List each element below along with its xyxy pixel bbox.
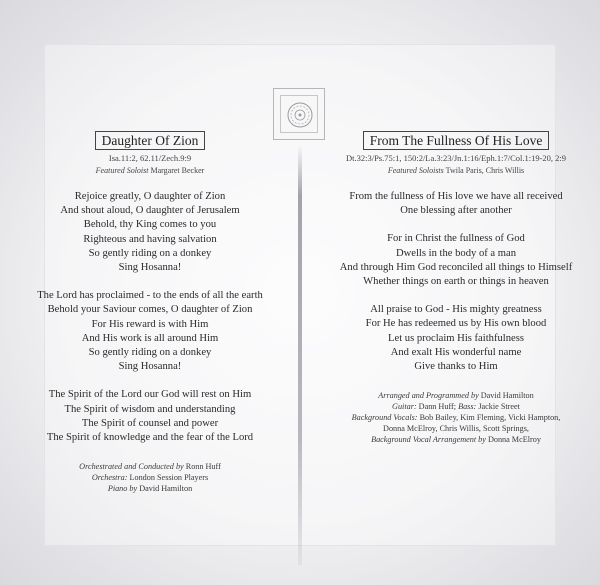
left-credits: [14, 461, 286, 494]
right-featured-name: Twila Paris, Chris Willis: [445, 166, 525, 175]
lyric-stanza: [14, 388, 286, 445]
lyric-line: From the fullness of His love we have all received: [349, 191, 563, 202]
credit-label: Bass:: [458, 402, 477, 412]
credit-line: [318, 423, 594, 434]
lyric-stanza: [318, 303, 594, 374]
rosette-icon: [286, 101, 314, 129]
credit-label: Background Vocals:: [351, 413, 418, 423]
lyric-line: Dwells in the body of a man: [395, 247, 517, 259]
credit-label: Piano by: [107, 484, 138, 494]
credit-value: Ronn Huff: [185, 462, 221, 472]
lyric-line: Rejoice greatly, O daughter of Zion: [74, 191, 226, 202]
credit-label: Guitar:: [392, 402, 417, 412]
lyric-stanza: [318, 232, 594, 289]
left-featured-name: Margaret Becker: [150, 166, 205, 175]
credit-label: Background Vocal Arrangement by: [371, 435, 486, 445]
credit-line: [318, 390, 594, 401]
credit-line: [14, 483, 286, 494]
lyric-stanza: [14, 289, 286, 374]
lyric-line: And shout aloud, O daughter of Jerusalem: [60, 205, 240, 217]
left-lyrics: [14, 190, 286, 445]
lyric-line: For in Christ the fullness of God: [387, 233, 525, 245]
lyric-line: So gently riding on a donkey: [88, 347, 212, 359]
credit-value: Donna McElroy, Chris Willis, Scott Springs,: [383, 424, 529, 434]
lyric-line: Behold your Saviour comes, O daughter of Zion: [47, 304, 253, 316]
left-song-title: Daughter Of Zion: [95, 131, 206, 150]
credit-line: [14, 461, 286, 472]
left-song-column: [14, 131, 286, 494]
credit-line: [14, 472, 286, 483]
lyric-line: The Lord has proclaimed - to the ends of all the earth: [37, 290, 263, 302]
left-featured-line: [14, 165, 286, 176]
credit-value: London Session Players: [129, 473, 209, 483]
left-song-reference: Isa.11:2, 62.11/Zech.9:9: [108, 153, 192, 163]
lyric-line: One blessing after another: [400, 205, 512, 217]
credit-value: David Hamilton: [480, 391, 534, 401]
credit-value: Dann Huff;: [418, 402, 457, 412]
lyric-line: And His work is all around Him: [81, 332, 219, 344]
lyric-line: Sing Hosanna!: [118, 361, 182, 373]
lyric-line: All praise to God - His mighty greatness: [370, 304, 542, 316]
lyric-line: The Spirit of the Lord our God will rest on Him: [48, 389, 252, 401]
lyric-line: And exalt His wonderful name: [390, 346, 522, 358]
lyric-line: The Spirit of counsel and power: [81, 417, 219, 429]
credit-label: Arranged and Programmed by: [378, 391, 479, 401]
credit-label: Orchestra:: [91, 473, 128, 483]
lyric-stanza: [318, 190, 594, 218]
lyric-line: Sing Hosanna!: [118, 262, 182, 274]
right-song-title: From The Fullness Of His Love: [363, 131, 550, 150]
lyric-line: The Spirit of knowledge and the fear of the Lord: [46, 432, 254, 444]
lyric-line: Righteous and having salvation: [83, 233, 217, 245]
credit-line: [318, 401, 594, 412]
right-featured-line: [318, 165, 594, 176]
credit-label: Orchestrated and Conducted by: [79, 462, 184, 472]
lyric-line: And through Him God reconciled all things to Himself: [339, 261, 573, 273]
lyric-line: Whether things on earth or things in heaven: [363, 276, 549, 288]
lyric-stanza: [14, 190, 286, 275]
right-song-column: [318, 131, 594, 445]
lyric-line: The Spirit of wisdom and understanding: [64, 403, 236, 415]
credit-line: [318, 434, 594, 445]
credit-value: Donna McElroy: [487, 435, 541, 445]
right-credits: [318, 390, 594, 445]
lyric-line: Behold, thy King comes to you: [83, 219, 217, 231]
credit-value: Bob Bailey, Kim Fleming, Vicki Hampton,: [419, 413, 561, 423]
lyric-line: For His reward is with Him: [91, 318, 209, 330]
lyric-line: Give thanks to Him: [414, 361, 498, 373]
lyric-line: For He has redeemed us by His own blood: [365, 318, 547, 330]
right-featured-label: Featured Soloists: [387, 166, 444, 175]
credit-value: Jackie Street: [478, 402, 520, 412]
lyric-line: So gently riding on a donkey: [88, 247, 212, 259]
left-featured-label: Featured Soloist: [95, 166, 149, 175]
credit-value: David Hamilton: [139, 484, 193, 494]
lyric-line: Let us proclaim His faithfulness: [388, 332, 524, 344]
right-lyrics: [318, 190, 594, 374]
right-song-reference: Dt.32:3/Ps.75:1, 150:2/La.3:23/Jn.1:16/Eph.1:7/Col.1:19-20, 2:9: [345, 153, 567, 163]
credit-line: [318, 412, 594, 423]
center-divider: [298, 145, 302, 565]
